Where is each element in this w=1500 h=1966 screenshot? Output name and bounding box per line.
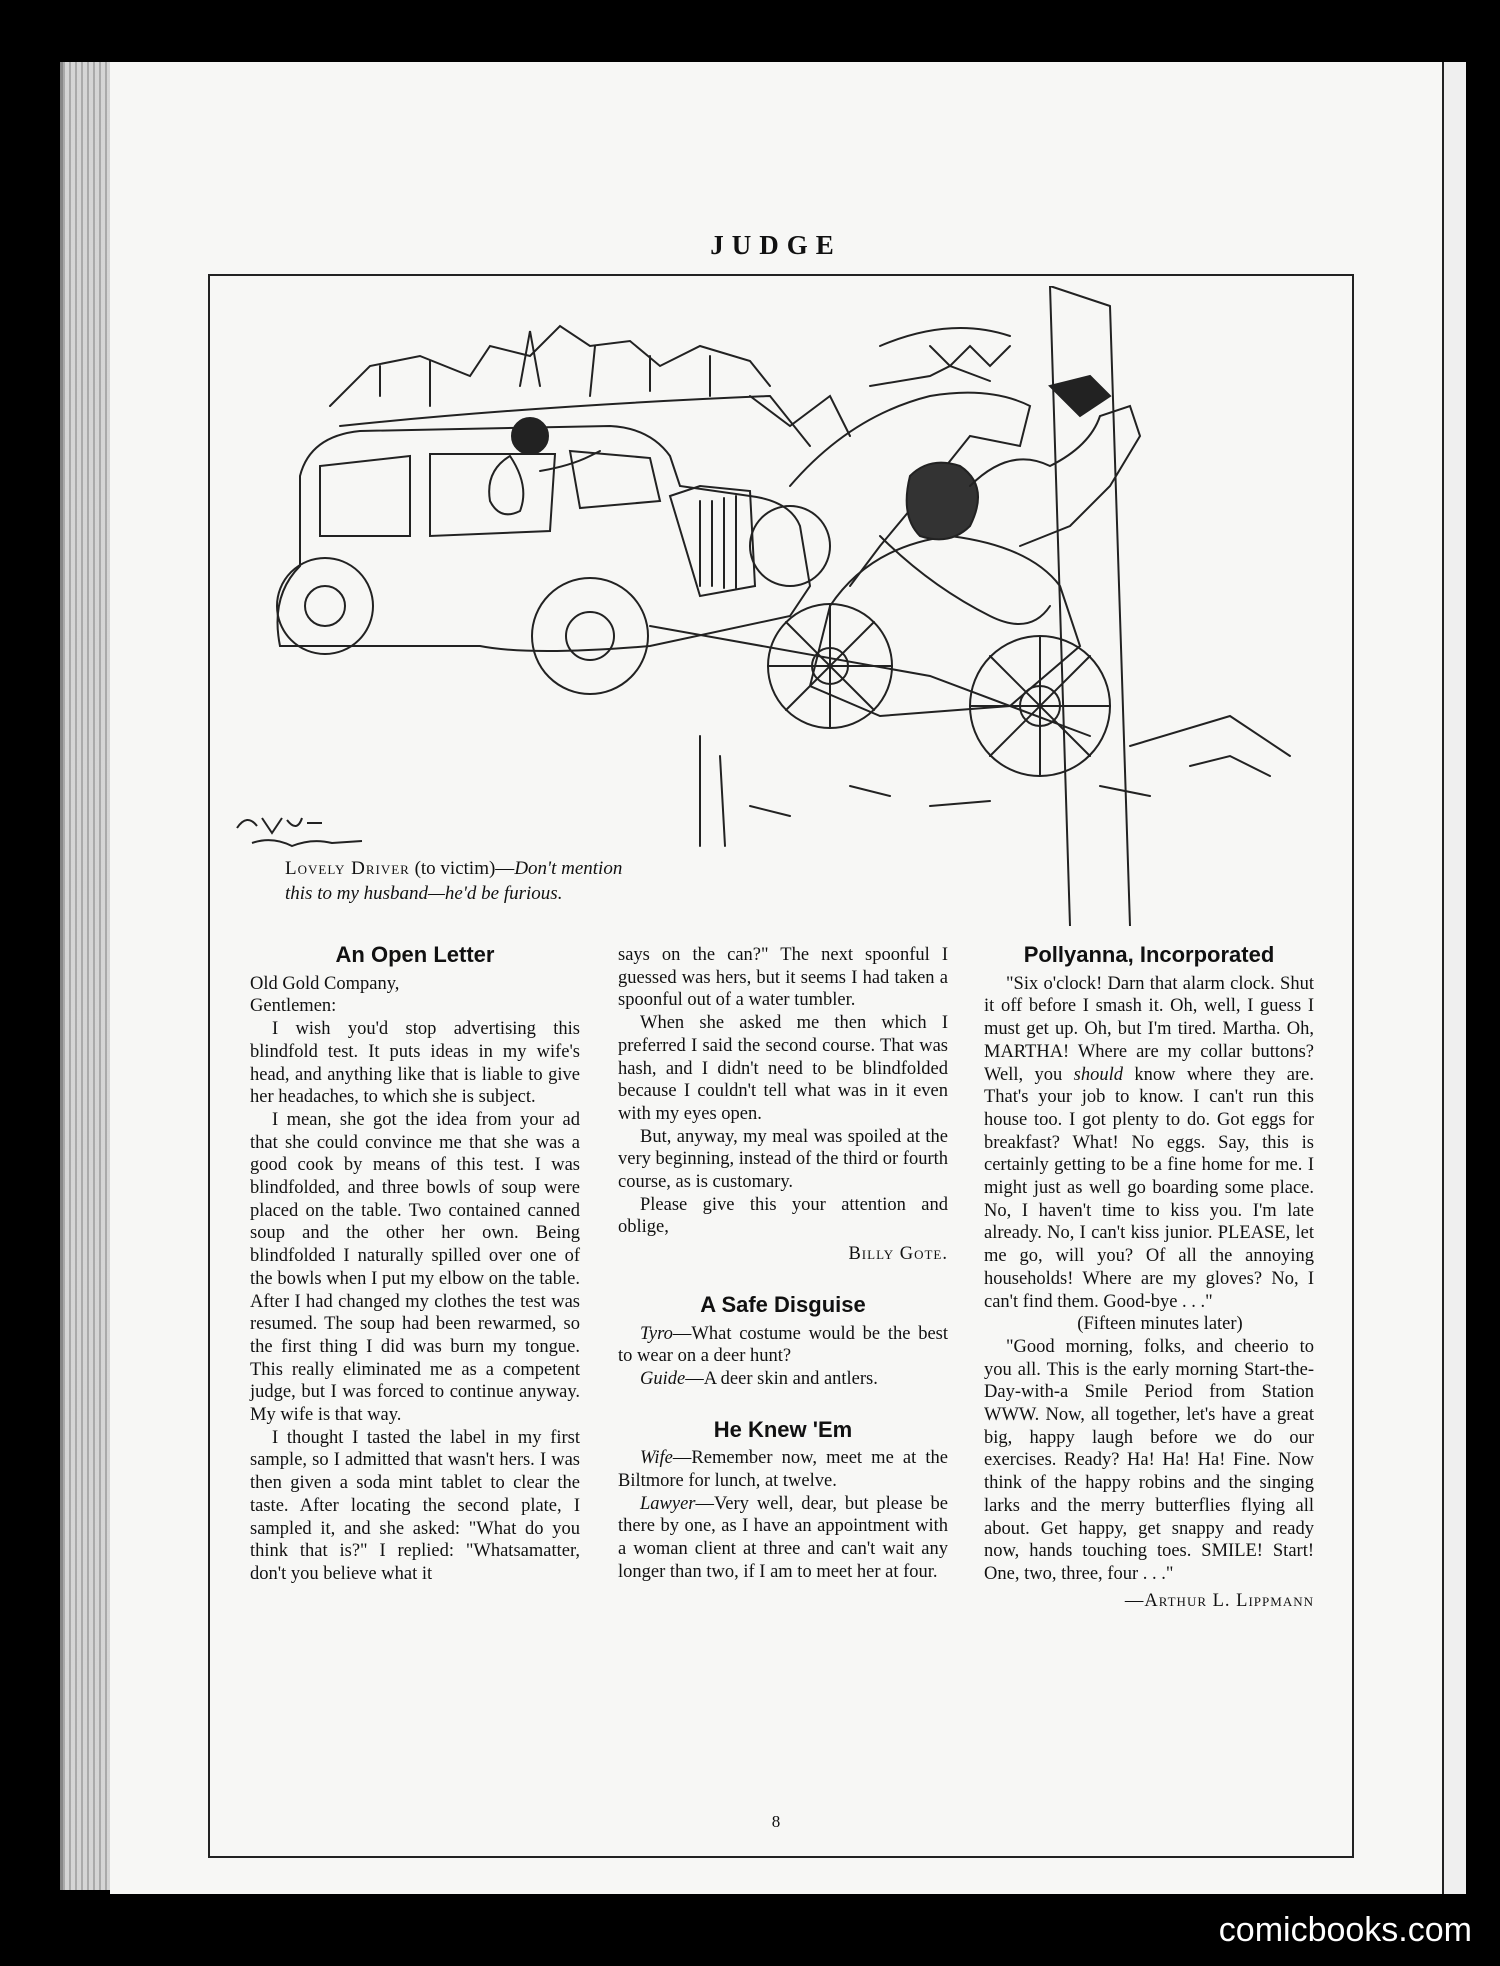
masthead: JUDGE — [710, 230, 842, 260]
caption-direction: (to victim)— — [414, 858, 515, 879]
speaker-lawyer: Lawyer — [640, 1493, 696, 1514]
watermark: comicbooks.com — [1218, 1911, 1472, 1949]
next-page-edge — [1442, 62, 1466, 1894]
magazine-page — [110, 62, 1442, 1894]
paragraph: I wish you'd stop advertising this blindfold test. It puts ideas in my wife's head, and anything like that is liable to give her headaches, to which she is subject. — [250, 1019, 580, 1108]
article-title-safe-disguise: A Safe Disguise — [700, 1291, 866, 1317]
article-title-he-knew-em: He Knew 'Em — [713, 1416, 853, 1442]
page-number: 8 — [771, 1812, 781, 1831]
dialogue-guide: Guide—A deer skin and antlers. — [640, 1368, 878, 1389]
artist-signature — [232, 808, 372, 858]
column-pollyanna — [984, 944, 1314, 1612]
article-title-pollyanna: Pollyanna, Incorporated — [1023, 942, 1275, 967]
paragraph: When she asked me then which I preferred I said the second course. That was hash, and I didn't need to be blindfolded because I couldn't tell what was in it even with my eyes open. — [618, 1013, 948, 1124]
paragraph: I mean, she got the idea from your ad that she could convince me that she was a good cook by means of this test. I was blindfolded, and three bowls of soup were placed on the table. Two contained canned soup and the other her own. Being blindfolded I naturally spilled over one of the bowls when I put my elbow on the table. After I had changed my clothes the test was resumed. The soup had been rewarmed, so the first thing I did was burn my tongue. This really eliminated me as a competent judge, but I was forced to continue anyway. My wife is that way. — [250, 1109, 580, 1426]
salutation-gentlemen: Gentlemen: — [250, 996, 337, 1017]
paragraph: I thought I tasted the label in my first sample, so I admitted that wasn't hers. I was then given a soda mint tablet to clear the taste. After locating the second plate, I sampled it, and she asked: "What do you think that is?" I replied: "Whatsamatter, don't you believe what it — [250, 1427, 580, 1584]
paragraph: "Six o'clock! Darn that alarm clock. Shut it off before I smash it. Oh, well, I guess I must get up. Oh, but I'm tired. Martha. Oh, MARTHA! Where are my collar buttons? Well, you should know where they are. That's your job to know. I can't run this house too. I got plenty to do. Got eggs for breakfast? What! No eggs. Say, this is certainly getting to be a fine home for me. I might just as well go boarding some place. No, I haven't time to kiss you. I'm late already. No, I can't kiss junior. PLEASE, let me go, will you? Of all the annoying households! Where are my gloves? No, I can't find them. Good-bye . . ." — [984, 973, 1314, 1312]
dialogue-lawyer: Lawyer—Very well, dear, but please be there by one, as I have an appointment with a woman client at three and can't wait any longer than two, if I am to meet her at four. — [618, 1493, 948, 1582]
caption-speaker: Lovely Driver — [285, 858, 410, 879]
caption-line2: this to my husband—he'd be furious. — [285, 883, 563, 904]
content-frame — [208, 274, 1354, 1858]
caption-line1: Don't mention — [514, 858, 623, 879]
speaker-tyro: Tyro — [640, 1323, 673, 1344]
dialogue-wife: Wife—Remember now, meet me at the Biltmore for lunch, at twelve. — [618, 1448, 948, 1492]
paragraph: "Good morning, folks, and cheerio to you all. This is the early morning Start-the-Day-with-a Smile Period from Station WWW. Now, all together, let's have a great big, happy laugh before we do our exercises. Ready? Ha! Ha! Ha! Fine. Now think of the happy robins and the singing larks and the merry butterflies flying all about. Get happy, get snappy and ready now, hands touching toes. SMILE! Start! One, two, three, four . . ." — [984, 1336, 1314, 1584]
speaker-guide: Guide — [640, 1368, 686, 1389]
column-open-letter — [250, 944, 580, 1586]
article-title-open-letter: An Open Letter — [335, 942, 495, 967]
paragraph: Please give this your attention and oblige, — [618, 1194, 948, 1238]
column-middle — [618, 944, 948, 1584]
signature-billy-gote: Billy Gote. — [848, 1244, 948, 1265]
cartoon-illustration — [230, 286, 1330, 926]
paragraph: says on the can?" The next spoonful I guessed was hers, but it seems I had taken a spoonful out of a water tumbler. — [618, 945, 948, 1011]
salutation-company: Old Gold Company, — [250, 973, 400, 994]
paragraph: But, anyway, my meal was spoiled at the very beginning, instead of the third or fourth course, as is customary. — [618, 1126, 948, 1193]
cartoon-caption — [285, 856, 825, 906]
dialogue-tyro: Tyro—What costume would be the best to wear on a deer hunt? — [618, 1323, 948, 1367]
speaker-wife: Wife — [640, 1448, 673, 1469]
paragraph: (Fifteen minutes later) — [1077, 1314, 1243, 1335]
signature-lippmann: —Arthur L. Lippmann — [1124, 1590, 1314, 1611]
